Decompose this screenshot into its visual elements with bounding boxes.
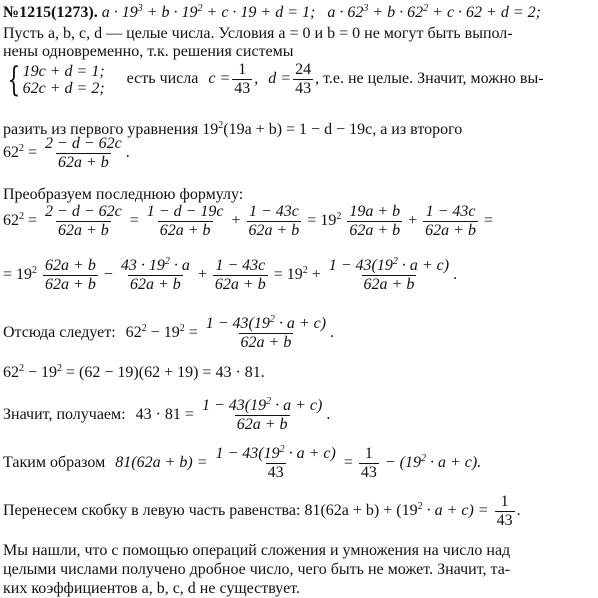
system-line: { 19c + d = 1; 62c + d = 2; есть числа c = $\frac{1}{43}$ , d = $\frac{24}{43}$ , т.е. не целые. Значит, можно вы- (3, 62, 544, 97)
formula-line: $62^2 - 19^2 = (62 - 19)(62 + 19) = 43 \cdot 81$. (3, 363, 265, 381)
fraction: $\frac{2 - d - 62c}{62a + b}$ (45, 203, 122, 239)
fraction: $\frac{1 - 43c}{62a + b}$ (425, 203, 476, 239)
problem-header (3, 4, 541, 22)
fraction: $\frac{1 - 43c}{62a + b}$ (214, 257, 266, 293)
fraction: $\frac{1}{43}$ (234, 61, 251, 97)
fraction: $\frac{1 - 43(19^2 \cdot a + c)}{62a + b}$ (328, 256, 450, 293)
fraction: $\frac{43 \cdot 19^2 \cdot a}{62a + b}$ (120, 256, 190, 293)
fraction: $\frac{24}{43}$ (295, 61, 312, 97)
fraction: $\frac{1}{43}$ (360, 445, 377, 481)
formula-line: $62^2$ = $\frac{2 - d - 62c}{62a + b}$ . (3, 135, 130, 171)
fraction: $\frac{1 - 43(19^2 \cdot a + c)}{43}$ (215, 444, 336, 481)
section-heading: Преобразуем последнюю формулу: (3, 186, 244, 203)
equation-system: { 19c + d = 1; 62c + d = 2; (7, 59, 105, 100)
equation-2: $a \cdot 62^3 + b \cdot 62^2 + c \cdot 62 + d = 2$; (327, 3, 541, 21)
fraction: $\frac{1 - 43c}{62a + b}$ (248, 203, 300, 239)
formula-line: Значит, получаем: 43 · 81 = $\frac{1 - 43(19^2 \cdot a + c)}{62a + b}$ . (3, 396, 331, 433)
fraction: $\frac{1}{43}$ (496, 493, 513, 529)
fraction: $\frac{1 - 43(19^2 \cdot a + c)}{62a + b}$ (205, 314, 327, 351)
formula-line: = $19^2$ $\frac{62a + b}{62a + b}$ − $\frac{43 \cdot 19^2 \cdot a}{62a + b}$ + $\frac{1 - 43c}{62a + b}$ = $19^2$ + $\frac{1 - 43(19^2 \cdot a + c)}{62a + b}$ . (3, 256, 458, 293)
fraction: $\frac{1 - 43(19^2 \cdot a + c)}{62a + b}$ (201, 396, 323, 433)
conclusion-line: Мы нашли, что с помощью операций сложения и умножения на число над (3, 542, 511, 559)
conclusion-line: целыми числами получено дробное число, чего быть не может. Значит, та- (3, 561, 511, 578)
brace-icon: { (7, 59, 21, 100)
conclusion-line: ких коэффициентов a, b, c, d не существует. (3, 580, 300, 597)
text-line: нены одновременно, т.к. решения системы (3, 43, 294, 60)
formula-line: Отсюда следует: $62^2 - 19^2$ = $\frac{1 - 43(19^2 \cdot a + c)}{62a + b}$ . (3, 314, 335, 351)
fraction: $\frac{19a + b}{62a + b}$ (349, 203, 401, 239)
text-line: разить из первого уравнения $19^2(19a + b) = 1 - d - 19c$, а из второго (3, 120, 463, 138)
fraction: $\frac{62a + b}{62a + b}$ (45, 257, 96, 293)
formula-line: Перенесем скобку в левую часть равенства: $81(62a + b) + (19^2 \cdot a + c)$ = $\frac{1}{43}$ . (3, 493, 521, 529)
formula-line: $62^2$ = $\frac{2 - d - 62c}{62a + b}$ = $\frac{1 - d - 19c}{62a + b}$ + $\frac{1 - 43c}{62a + b}$ = $19^2$ $\frac{19a + b}{62a + b}$ + $\frac{1 - 43c}{62a + b}$ = (3, 203, 493, 239)
fraction: $\frac{1 - d - 19c}{62a + b}$ (146, 203, 224, 239)
formula-line: Таким образом 81(62a + b) = $\frac{1 - 43(19^2 \cdot a + c)}{43}$ = $\frac{1}{43}$ − $(19^2 \cdot a + c)$. (3, 444, 482, 481)
problem-number: №1215(1273). (3, 4, 98, 21)
fraction: $\frac{2 - d - 62c}{62a + b}$ (45, 135, 122, 171)
equation-1: $a \cdot 19^3 + b \cdot 19^2 + c \cdot 19 + d = 1$; (101, 3, 316, 21)
text-line: Пусть a, b, c, d — целые числа. Условия a = 0 и b = 0 не могут быть выпол- (3, 25, 513, 42)
